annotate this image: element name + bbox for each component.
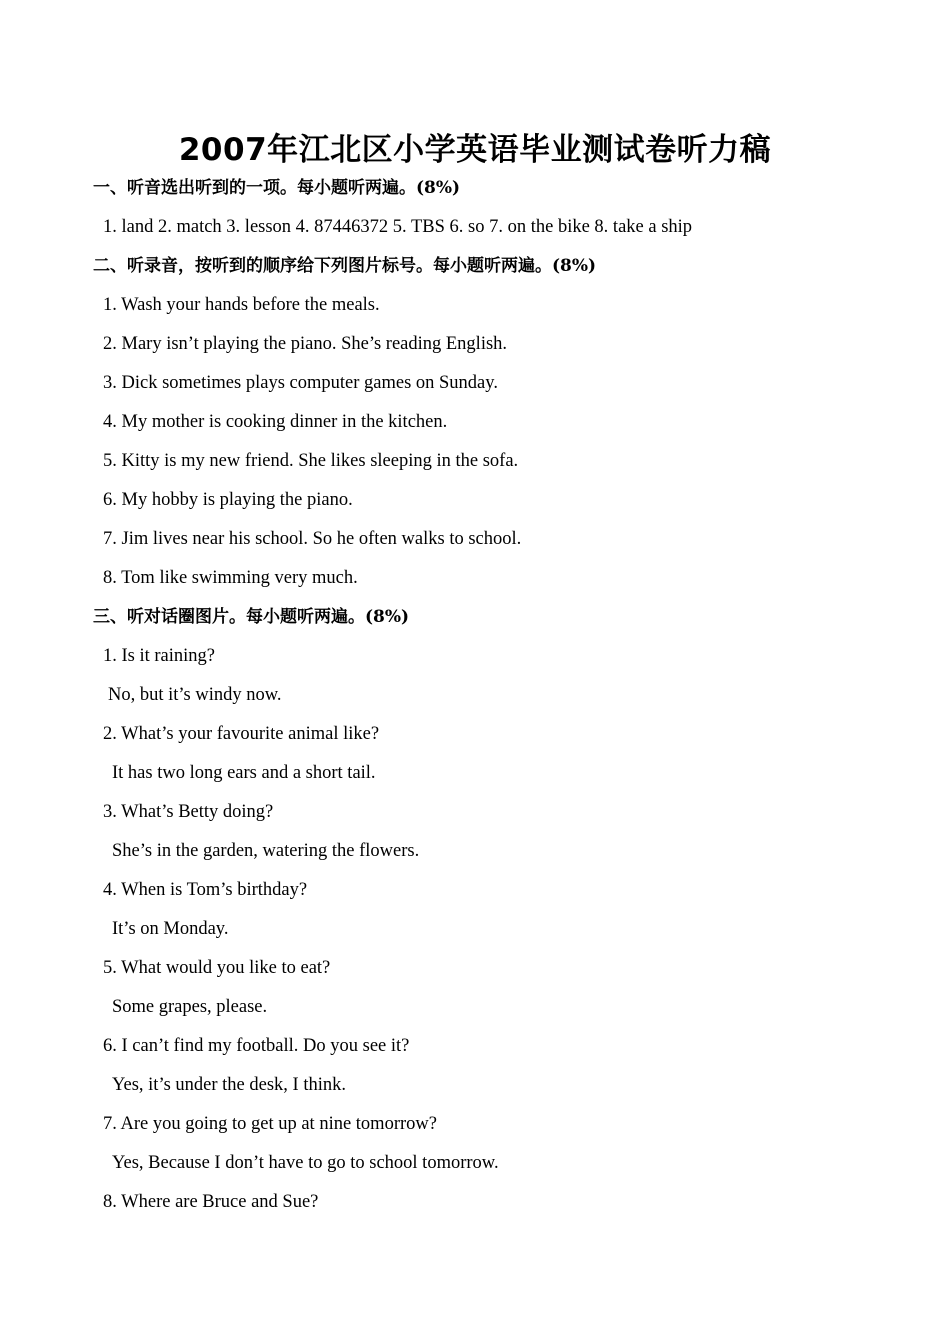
- dialogue-question: 2. What’s your favourite animal like?: [103, 724, 380, 744]
- dialogue-question: 4. When is Tom’s birthday?: [103, 880, 308, 900]
- section-2-item: 7. Jim lives near his school. So he often walks to school.: [103, 529, 522, 549]
- dialogue-answer: Yes, it’s under the desk, I think.: [112, 1075, 346, 1095]
- dialogue-question: 6. I can’t find my football. Do you see it?: [103, 1036, 410, 1056]
- dialogue-answer: She’s in the garden, watering the flowers.: [112, 841, 420, 861]
- dialogue-question: 8. Where are Bruce and Sue?: [103, 1192, 319, 1212]
- section-2-item: 4. My mother is cooking dinner in the kitchen.: [103, 412, 448, 432]
- dialogue-answer: Yes, Because I don’t have to go to school tomorrow.: [112, 1153, 499, 1173]
- section-3-heading: 三、听对话圈图片。每小题听两遍。(8%): [93, 607, 410, 627]
- section-2-heading: 二、听录音，按听到的顺序给下列图片标号。每小题听两遍。(8%): [93, 256, 597, 276]
- section-2-item: 2. Mary isn’t playing the piano. She’s reading English.: [103, 334, 508, 354]
- section-2-item: 1. Wash your hands before the meals.: [103, 295, 380, 315]
- dialogue-question: 7. Are you going to get up at nine tomorrow?: [103, 1114, 437, 1134]
- dialogue-answer: It’s on Monday.: [112, 919, 229, 939]
- section-2-item: 6. My hobby is playing the piano.: [103, 490, 353, 510]
- section-2-item: 5. Kitty is my new friend. She likes sleeping in the sofa.: [103, 451, 519, 471]
- dialogue-question: 5. What would you like to eat?: [103, 958, 331, 978]
- dialogue-question: 3. What’s Betty doing?: [103, 802, 274, 822]
- section-2-item: 3. Dick sometimes plays computer games on Sunday.: [103, 373, 498, 393]
- dialogue-answer: It has two long ears and a short tail.: [112, 763, 376, 783]
- section-1-line: 1. land 2. match 3. lesson 4. 87446372 5. TBS 6. so 7. on the bike 8. take a ship: [103, 217, 693, 237]
- dialogue-answer: No, but it’s windy now.: [108, 685, 282, 705]
- section-1-heading: 一、听音选出听到的一项。每小题听两遍。(8%): [93, 178, 461, 198]
- page-title: 2007年江北区小学英语毕业测试卷听力稿: [178, 132, 772, 168]
- section-2-item: 8. Tom like swimming very much.: [103, 568, 358, 588]
- dialogue-question: 1. Is it raining?: [103, 646, 216, 666]
- dialogue-answer: Some grapes, please.: [112, 997, 268, 1017]
